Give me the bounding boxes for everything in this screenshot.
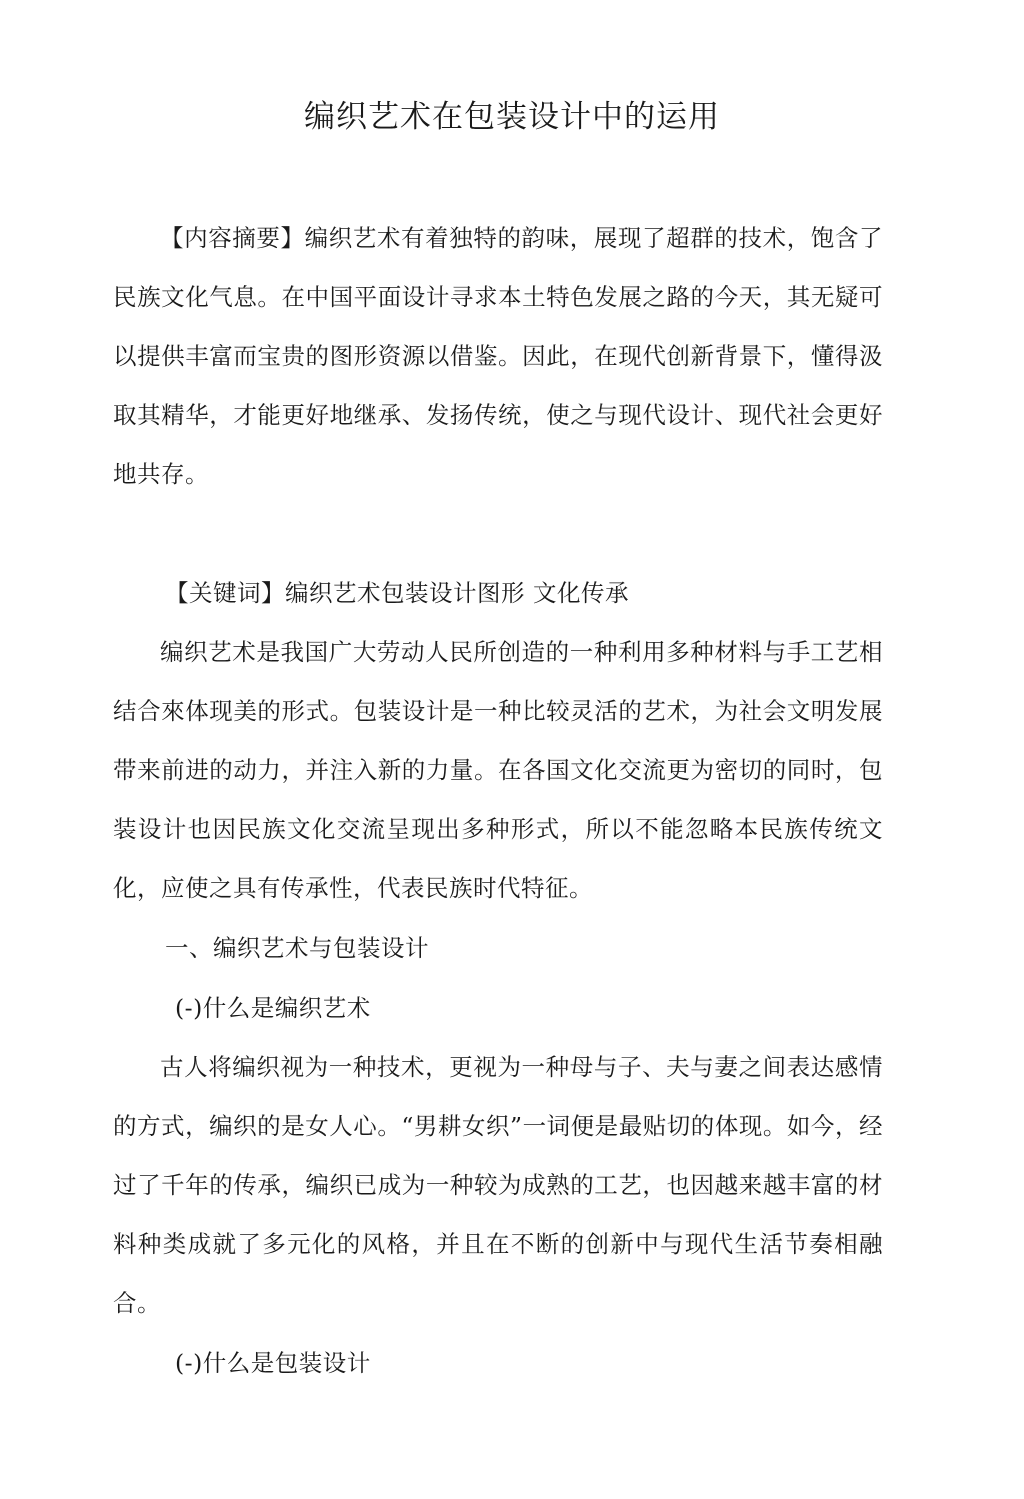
subsection-paragraph: 古人将编织视为一种技术，更视为一种母与子、夫与妻之间表达感情的方式，编织的是女人心。“男耕女织”一词便是最贴切的体现。如今，经过了千年的传承，编织已成为一种较为成熟的工艺，也因越来越丰富的材料种类成就了多元化的风格，并且在不断的创新中与现代生活节奏相融合。 (113, 1053, 883, 1317)
keywords-line: 【关键词】编织艺术包装设计图形 文化传承 (165, 579, 629, 607)
intro-paragraph: 编织艺术是我国广大劳动人民所创造的一种利用多种材料与手工艺相结合來体现美的形式。包装设计是一种比较灵活的艺术，为社会文明发展带来前进的动力，并注入新的力量。在各国文化交流更为密切的同时，包装设计也因民族文化交流呈现出多种形式，所以不能忽略本民族传统文化，应使之具有传承性，代表民族时代特征。 (113, 638, 883, 902)
subsection-heading-2: (-)什么是包装设计 (175, 1349, 371, 1377)
subsection-heading: (-)什么是编织艺术 (175, 994, 371, 1022)
section-heading: 一、编织艺术与包装设计 (165, 934, 429, 962)
document-title: 编织艺术在包装设计中的运用 (304, 99, 720, 135)
abstract-paragraph: 【内容摘要】编织艺术有着独特的韵味，展现了超群的技术，饱含了民族文化气息。在中国平面设计寻求本土特色发展之路的今天，其无疑可以提供丰富而宝贵的图形资源以借鉴。因此，在现代创新背景下，懂得汲取其精华，才能更好地继承、发扬传统，使之与现代设计、现代社会更好地共存。 (113, 224, 883, 488)
